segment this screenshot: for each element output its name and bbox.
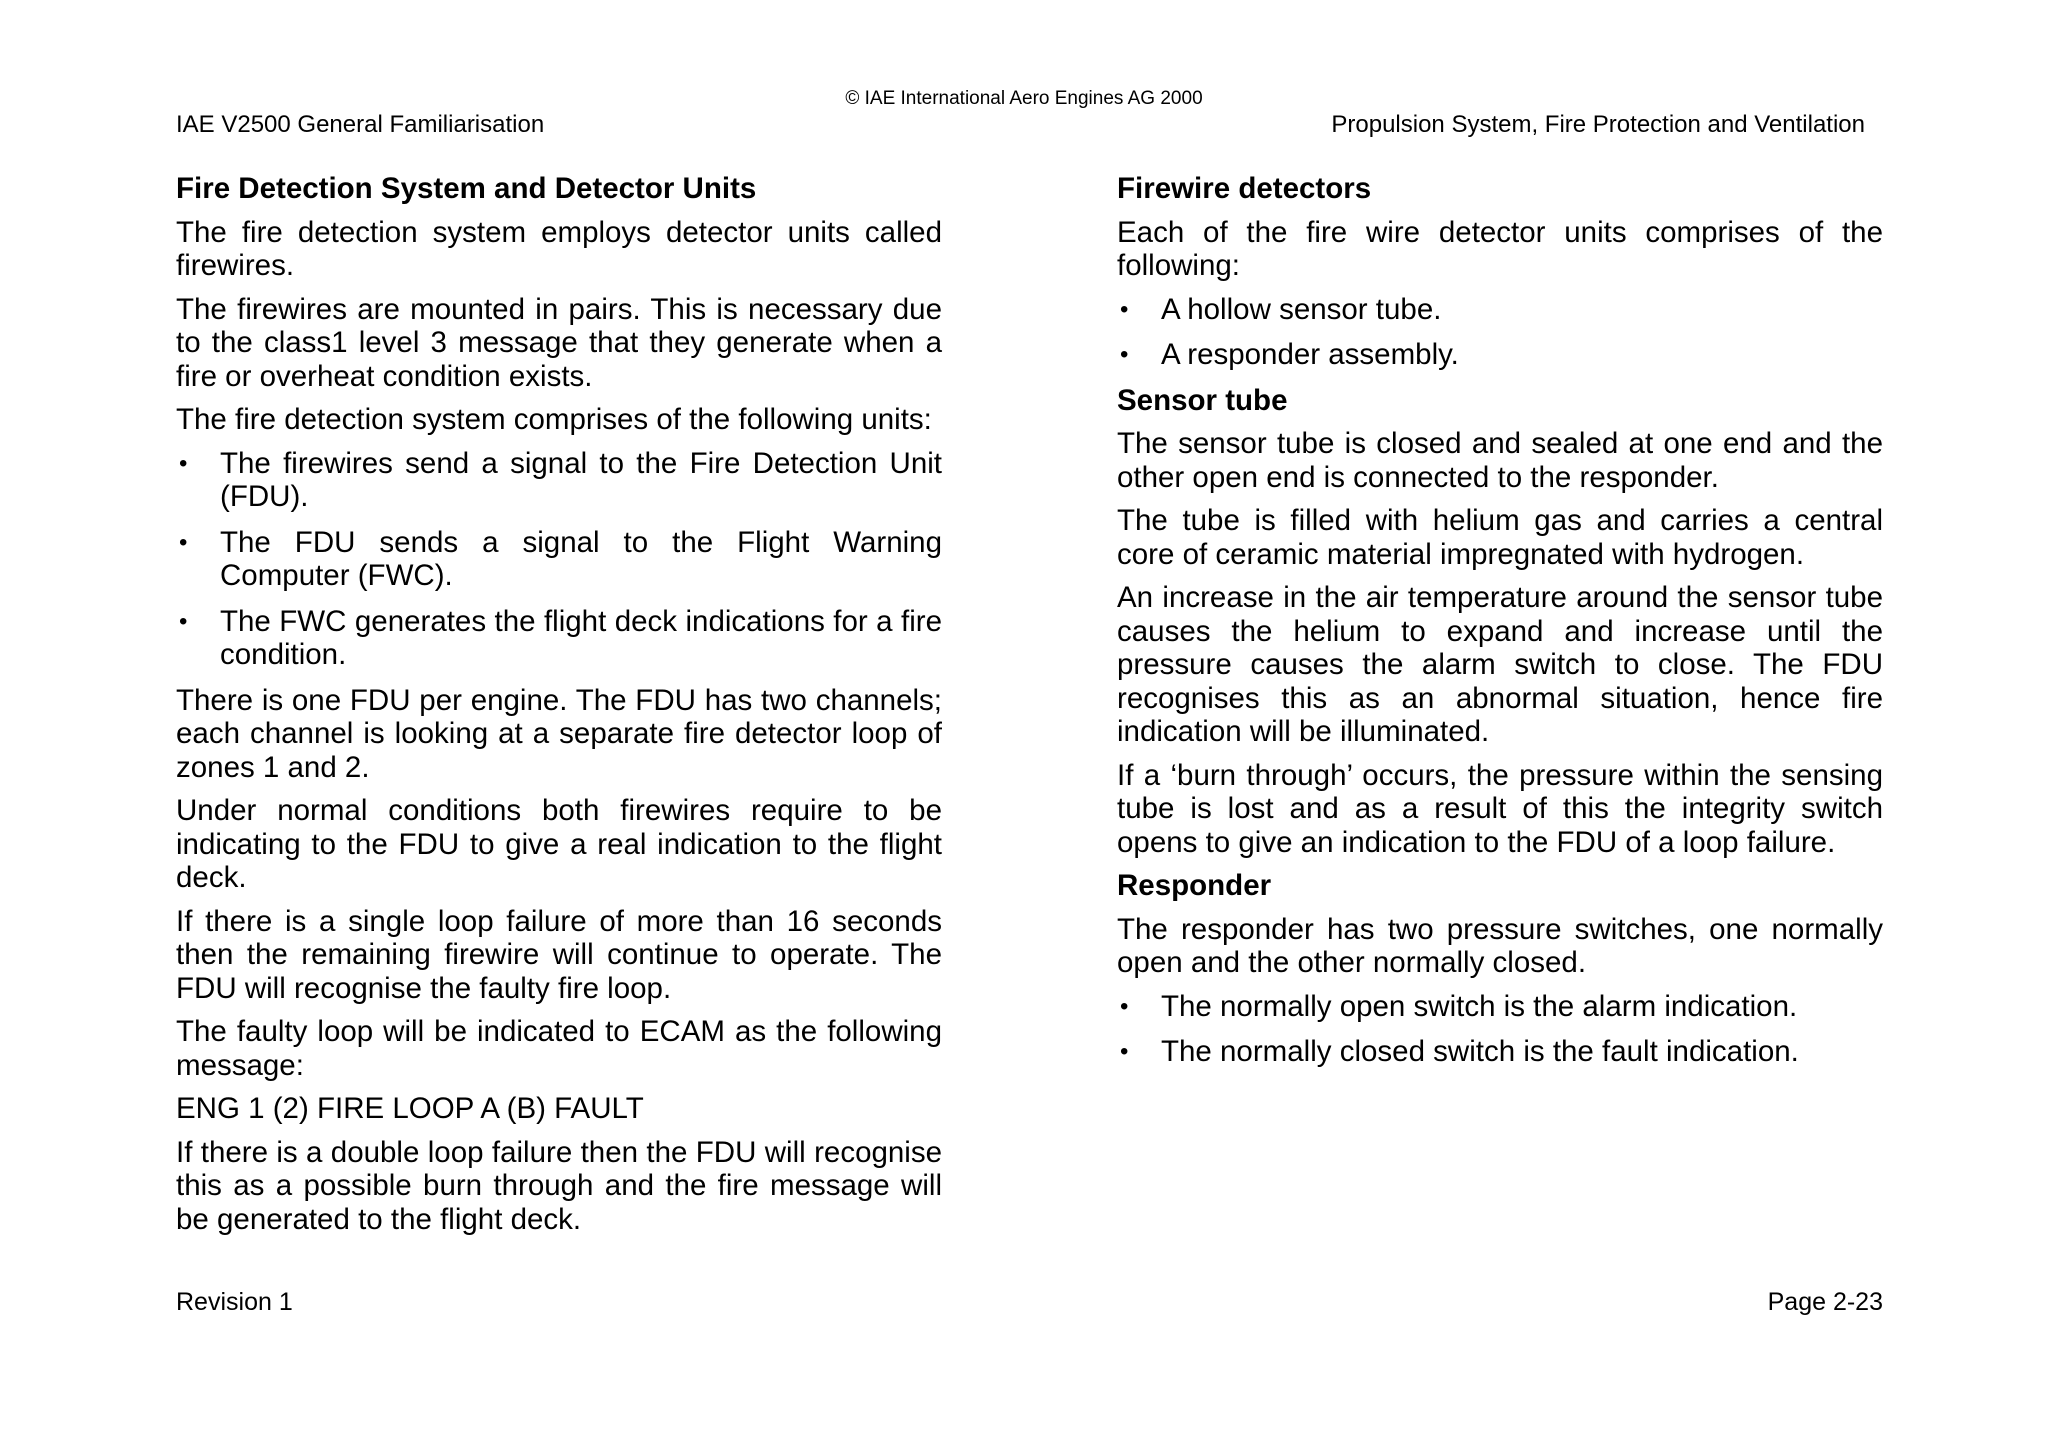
bullet-icon: • bbox=[179, 449, 188, 477]
list-item bbox=[1117, 338, 1883, 372]
list-item bbox=[176, 447, 942, 514]
section-heading: Fire Detection System and Detector Units bbox=[176, 172, 757, 205]
header-chapter-title: Propulsion System, Fire Protection and Ventilation bbox=[1331, 111, 1865, 138]
section-heading: Sensor tube bbox=[1117, 383, 1288, 417]
list-item bbox=[176, 605, 942, 672]
bullet-icon: • bbox=[1120, 295, 1129, 323]
list-item bbox=[1117, 293, 1883, 327]
list-item-text: The normally open switch is the alarm indication. bbox=[1161, 989, 1798, 1023]
list-item-text: The normally closed switch is the fault indication. bbox=[1161, 1035, 1799, 1068]
list-item-text: The FDU sends a signal to the Flight Warning Computer (FWC). bbox=[220, 525, 942, 592]
paragraph: Each of the fire wire detector units comprises of the following: bbox=[1117, 215, 1883, 282]
list-item-text: A responder assembly. bbox=[1161, 338, 1459, 371]
list-item bbox=[176, 526, 942, 593]
copyright-notice: © IAE International Aero Engines AG 2000 bbox=[845, 88, 1203, 109]
paragraph: The fire detection system employs detector units called firewires. bbox=[176, 215, 942, 282]
paragraph: The sensor tube is closed and sealed at one end and the other open end is connected to the responder. bbox=[1117, 427, 1883, 494]
header-document-title: IAE V2500 General Familiarisation bbox=[176, 111, 545, 138]
list-item-text: The firewires send a signal to the Fire Detection Unit (FDU). bbox=[220, 446, 942, 513]
right-column bbox=[1117, 172, 1883, 1081]
section-heading: Firewire detectors bbox=[1117, 172, 1372, 205]
bullet-list bbox=[1117, 293, 1883, 372]
paragraph: The responder has two pressure switches, one normally open and the other normally closed. bbox=[1117, 912, 1883, 979]
bullet-icon: • bbox=[1120, 341, 1129, 368]
paragraph: Under normal conditions both firewires require to be indicating to the FDU to give a real indication to the flight deck. bbox=[176, 794, 942, 894]
paragraph: The faulty loop will be indicated to ECAM as the following message: bbox=[176, 1015, 942, 1082]
bullet-icon: • bbox=[179, 607, 188, 635]
list-item-text: The FWC generates the flight deck indications for a fire condition. bbox=[220, 604, 942, 671]
paragraph: An increase in the air temperature around the sensor tube causes the helium to expand and increase until the pressure causes the alarm switch to close. The FDU recognises this as an abnormal situation, hence fire indication will be illuminated. bbox=[1117, 581, 1883, 748]
bullet-icon: • bbox=[179, 528, 188, 556]
paragraph: There is one FDU per engine. The FDU has two channels; each channel is looking at a separate fire detector loop of zones 1 and 2. bbox=[176, 683, 942, 784]
paragraph: The tube is filled with helium gas and carries a central core of ceramic material impregnated with hydrogen. bbox=[1117, 504, 1883, 571]
list-item bbox=[1117, 1035, 1883, 1069]
bullet-list bbox=[176, 447, 942, 672]
paragraph: The firewires are mounted in pairs. This is necessary due to the class1 level 3 message that they generate when a fire or overheat condition exists. bbox=[176, 292, 942, 393]
paragraph: If there is a double loop failure then the FDU will recognise this as a possible burn through and the fire message will be generated to the flight deck. bbox=[176, 1135, 942, 1236]
bullet-list bbox=[1117, 990, 1883, 1069]
paragraph: If a ‘burn through’ occurs, the pressure within the sensing tube is lost and as a result of this the integrity switch opens to give an indication to the FDU of a loop failure. bbox=[1117, 758, 1883, 859]
list-item bbox=[1117, 990, 1883, 1024]
list-item-text: A hollow sensor tube. bbox=[1161, 292, 1442, 326]
bullet-icon: • bbox=[1120, 1038, 1129, 1065]
left-column bbox=[176, 172, 942, 1246]
ecam-message: ENG 1 (2) FIRE LOOP A (B) FAULT bbox=[176, 1092, 644, 1125]
paragraph: The fire detection system comprises of the following units: bbox=[176, 403, 932, 436]
footer-revision: Revision 1 bbox=[176, 1288, 293, 1316]
bullet-icon: • bbox=[1120, 992, 1129, 1020]
footer-page-number: Page 2-23 bbox=[1767, 1288, 1883, 1316]
section-heading: Responder bbox=[1117, 869, 1272, 902]
paragraph: If there is a single loop failure of more than 16 seconds then the remaining firewire will continue to operate. The FDU will recognise the faulty fire loop. bbox=[176, 904, 942, 1005]
